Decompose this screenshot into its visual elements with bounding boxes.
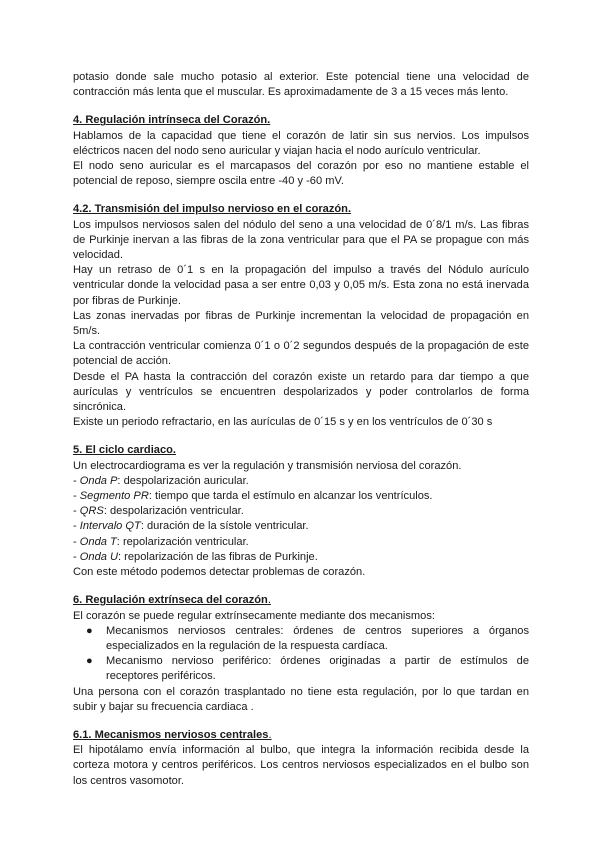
section-6-1-heading [73, 728, 529, 743]
section-4-2-paragraph-1: Los impulsos nerviosos salen del nódulo del seno a una velocidad de 0´8/1 m/s. Las fibras de Purkinje inervan a las fibras de la zona ventricular para que el PA se propague con más velocidad. [73, 218, 529, 262]
ecg-list-item [73, 535, 529, 550]
bullet-item [86, 624, 529, 654]
intro-paragraph: potasio donde sale mucho potasio al exterior. Este potencial tiene una velocidad de contracción más lenta que el muscular. Es aproximadamente de 3 a 15 veces más lento. [73, 71, 529, 99]
ecg-list-item [73, 519, 529, 534]
list-dash: - [73, 490, 80, 503]
ecg-term: Segmento PR [79, 490, 149, 503]
heading-period: . [267, 594, 271, 607]
ecg-description: : tiempo que tarda el estímulo en alcanzar los ventrículos. [148, 490, 433, 503]
section-4-heading: 4. Regulación intrínseca del Corazón. [73, 114, 271, 127]
ecg-description: : despolarización ventricular. [103, 505, 244, 518]
ecg-list-item [73, 489, 529, 504]
section-4-2-paragraph-5: Desde el PA hasta la contracción del corazón existe un retardo para dar tiempo a que aurículas y ventrículos se encuentren despolarizados y poder controlarlos de forma sincrónica. [73, 370, 529, 414]
section-6-1-heading-text: 6.1. Mecanismos nerviosos centrales [73, 728, 269, 741]
ecg-list-item [73, 550, 529, 565]
page-content [73, 70, 529, 789]
ecg-term: Intervalo QT [79, 520, 141, 533]
section-4-paragraph-1: Hablamos de la capacidad que tiene el corazón de latir sin sus nervios. Los impulsos eléctricos nacen del nodo seno auricular y viajan hacia el nodo aurículo ventricular. [73, 129, 529, 157]
list-dash: - [73, 505, 80, 518]
section-4-2-paragraph-2: Hay un retraso de 0´1 s en la propagación del impulso a través del Nódulo aurículo ventricular donde la velocidad pasa a ser entre 0,03 y 0,05 m/s. Esta zona no está inervada por fibras de Purkinje. [73, 264, 529, 307]
section-6-paragraph-2: Una persona con el corazón trasplantado no tiene esta regulación, por lo que tardan en subir y bajar su frecuencia cardiaca . [73, 685, 529, 713]
ecg-description: : despolarización auricular. [117, 474, 249, 487]
list-dash: - [73, 520, 80, 533]
section-4-2-paragraph-3: Las zonas inervadas por fibras de Purkinje incrementan la velocidad de propagación en 5m/s. [73, 309, 529, 338]
section-4-paragraph-2: El nodo seno auricular es el marcapasos del corazón por eso no mantiene estable el potencial de reposo, siempre oscila entre -40 y -60 mV. [73, 160, 529, 188]
section-4-2-paragraph-4: La contracción ventricular comienza 0´1 o 0´2 segundos después de la propagación de este potencial de acción. [73, 340, 529, 368]
ecg-description: : repolarización ventricular. [116, 535, 249, 548]
ecg-definition-list [73, 474, 529, 565]
section-6-heading [73, 593, 529, 608]
bullet-text: Mecanismos nerviosos centrales: órdenes de centros superiores a órganos especializados en la regulación de la respuesta cardíaca. [106, 624, 529, 652]
list-dash: - [73, 550, 80, 563]
section-5-heading: 5. El ciclo cardiaco. [73, 444, 176, 457]
section-4-2-paragraph-6: Existe un periodo refractario, en las aurículas de 0´15 s y en los ventrículos de 0´30 s [73, 416, 493, 429]
section-5-paragraph-1: Un electrocardiograma es ver la regulación y transmisión nerviosa del corazón. [73, 459, 462, 472]
list-dash: - [73, 474, 80, 487]
section-6-1-paragraph-1: El hipotálamo envía información al bulbo, que integra la información recibida desde la corteza motora y centros periféricos. Los centros nerviosos especializados en el bulbo son los centros vasomotor. [73, 744, 529, 787]
bullet-icon: ● [86, 655, 93, 668]
ecg-list-item [73, 474, 529, 489]
ecg-term: QRS [79, 505, 104, 518]
section-6-heading-text: 6. Regulación extrínseca del corazón [73, 594, 268, 607]
ecg-description: : repolarización de las fibras de Purkinje. [118, 550, 318, 563]
heading-period: . [268, 728, 272, 741]
bullet-text: Mecanismo nervioso periférico: órdenes originadas a partir de estímulos de receptores periféricos. [106, 655, 529, 683]
list-dash: - [73, 535, 80, 548]
ecg-list-item [73, 504, 529, 519]
ecg-term: Onda U [79, 550, 119, 563]
bullet-item [86, 654, 529, 684]
section-4-2-heading: 4.2. Transmisión del impulso nervioso en el corazón. [73, 203, 352, 216]
ecg-description: : duración de la sístole ventricular. [140, 520, 309, 533]
section-5-paragraph-2: Con este método podemos detectar problemas de corazón. [73, 566, 366, 579]
ecg-term: Onda T [79, 535, 117, 548]
bullet-icon: ● [86, 624, 93, 637]
ecg-term: Onda P [79, 474, 118, 487]
section-6-paragraph-1: El corazón se puede regular extrínsecamente mediante dos mecanismos: [73, 609, 435, 622]
